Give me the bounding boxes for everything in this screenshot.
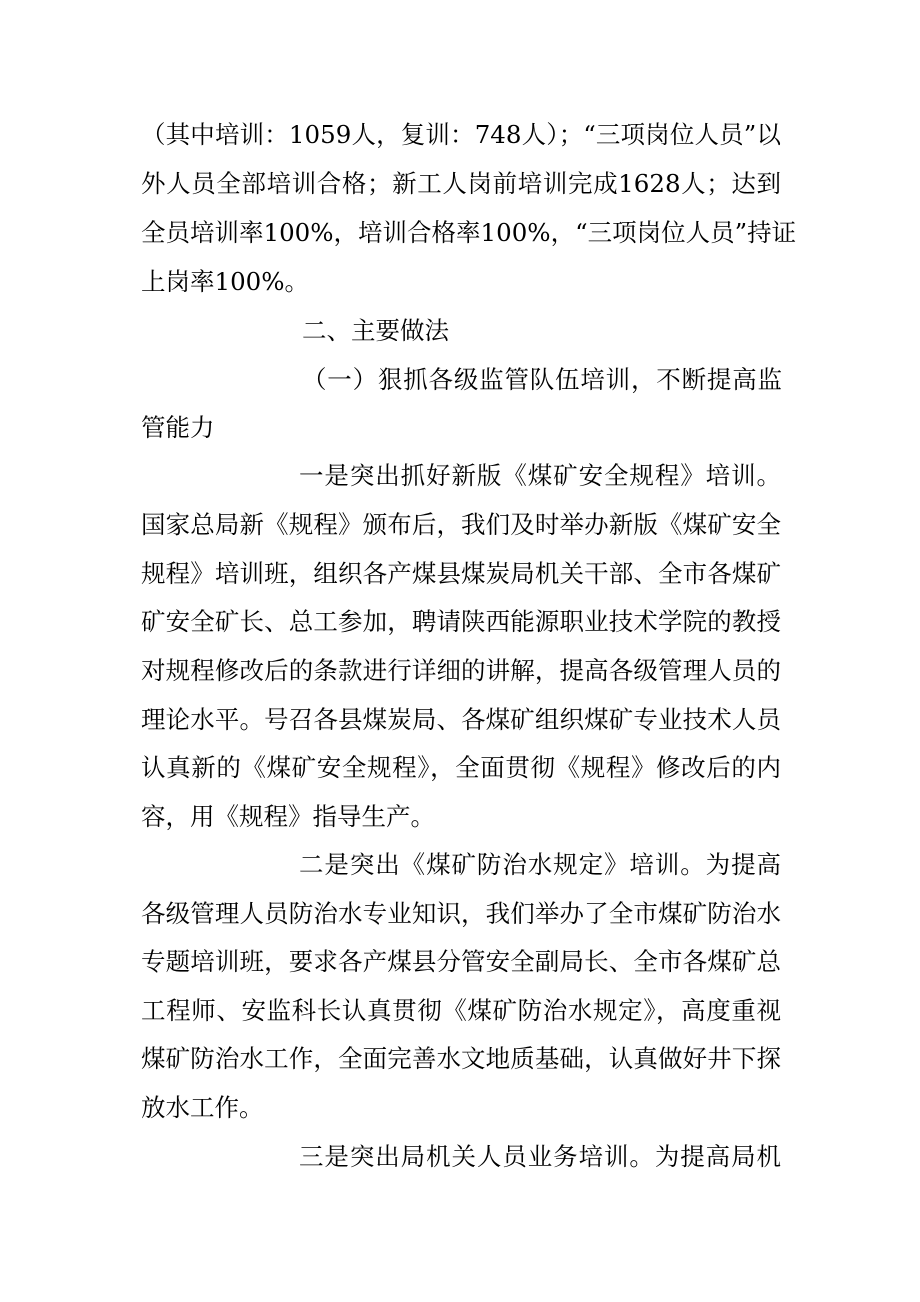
para2-line-2: 各级管理人员防治水专业知识，我们举办了全市煤矿防治水 [141,899,781,928]
para2-line-1: 二是突出《煤矿防治水规定》培训。为提高 [299,850,781,879]
para1-line-4: 矿安全矿长、总工参加，聘请陕西能源职业技术学院的教授 [141,607,781,636]
para1-line-3: 规程》培训班，组织各产煤县煤炭局机关干部、全市各煤矿 [141,559,781,588]
para2-line-4: 工程师、安监科长认真贯彻《煤矿防治水规定》，高度重视 [141,996,781,1025]
para1-line-6: 理论水平。号召各县煤炭局、各煤矿组织煤矿专业技术人员 [141,705,781,734]
para1-line-8: 容，用《规程》指导生产。 [141,802,435,831]
para2-line-3: 专题培训班，要求各产煤县分管安全副局长、全市各煤矿总 [141,947,781,976]
intro-line-4: 上岗率100%。 [141,267,310,296]
subsection-heading-line-1: （一）狠抓各级监管队伍培训，不断提高监 [302,365,782,394]
para3-line-1: 三是突出局机关人员业务培训。为提高局机 [299,1142,781,1171]
para1-line-2: 国家总局新《规程》颁布后，我们及时举办新版《煤矿安全 [141,510,781,539]
para1-line-7: 认真新的《煤矿安全规程》，全面贯彻《规程》修改后的内 [141,753,781,782]
intro-line-1: （其中培训：1059人，复训：748人）；“三项岗位人员”以 [141,120,781,149]
section-heading: 二、主要做法 [302,316,449,345]
para1-line-5: 对规程修改后的条款进行详细的讲解，提高各级管理人员的 [141,656,781,685]
intro-line-3: 全员培训率100%，培训合格率100%，“三项岗位人员”持证 [141,218,797,247]
subsection-heading-line-2: 管能力 [141,413,215,442]
para2-line-6: 放水工作。 [141,1093,264,1122]
intro-line-2: 外人员全部培训合格；新工人岗前培训完成1628人；达到 [141,169,781,198]
para1-line-1: 一是突出抓好新版《煤矿安全规程》培训。 [299,461,781,490]
para2-line-5: 煤矿防治水工作，全面完善水文地质基础，认真做好井下探 [141,1044,781,1073]
